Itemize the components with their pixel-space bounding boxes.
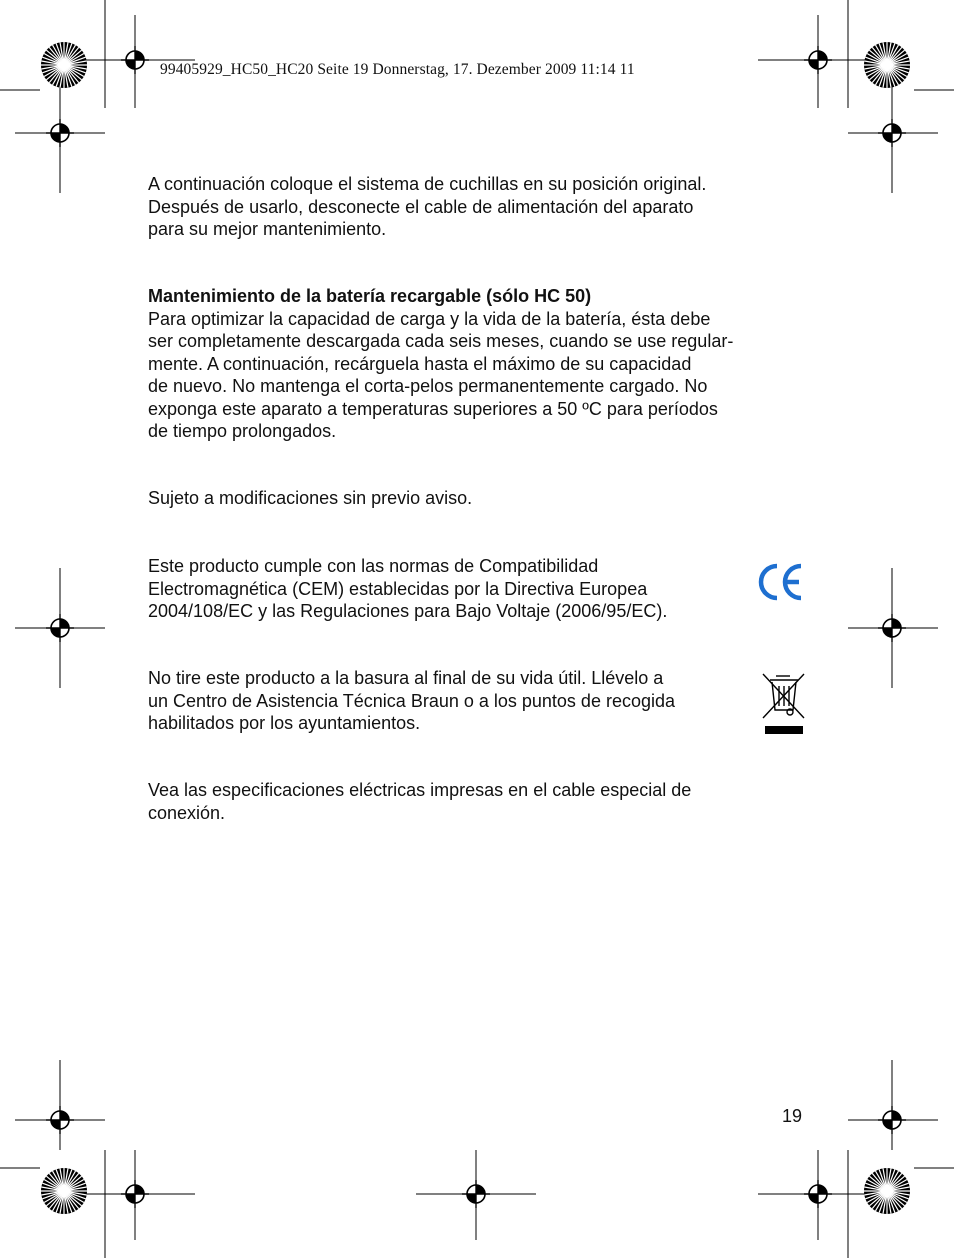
- notice-paragraph: [148, 487, 808, 510]
- compliance-paragraph: [148, 555, 808, 623]
- registration-mark-icon: [878, 1106, 906, 1134]
- registration-mark-icon: [462, 1180, 490, 1208]
- text-line: A continuación coloque el sistema de cuchillas en su posición original.: [148, 174, 707, 194]
- disposal-paragraph: [148, 667, 808, 735]
- registration-mark-icon: [46, 1106, 74, 1134]
- text-line: 2004/108/EC y las Regulaciones para Bajo Voltaje (2006/95/EC).: [148, 601, 668, 621]
- text-line: Electromagnética (CEM) establecidas por la Directiva Europea: [148, 578, 648, 599]
- text-line: conexión.: [148, 802, 226, 823]
- star-target-icon: [41, 42, 87, 88]
- text-line: mente. A continuación, recárguela hasta el máximo de su capacidad: [148, 353, 692, 374]
- reassembly-paragraph: [148, 173, 808, 241]
- registration-mark-icon: [804, 46, 832, 74]
- text-line: ser completamente descargada cada seis meses, cuando se use regular-: [148, 331, 734, 351]
- registration-mark-icon: [878, 614, 906, 642]
- section-heading: Mantenimiento de la batería recargable (sólo HC 50): [148, 286, 592, 306]
- text-line: para su mejor mantenimiento.: [148, 219, 387, 239]
- star-target-icon: [864, 42, 910, 88]
- text-line: de tiempo prolongados.: [148, 421, 337, 441]
- star-target-icon: [864, 1168, 910, 1214]
- electrical-paragraph: [148, 779, 808, 824]
- ce-mark-icon: [757, 562, 805, 602]
- registration-mark-icon: [804, 1180, 832, 1208]
- page-number: 19: [782, 1106, 803, 1126]
- registration-mark-icon: [121, 1180, 149, 1208]
- star-target-icon: [41, 1168, 87, 1214]
- registration-mark-icon: [46, 119, 74, 147]
- text-line: Después de usarlo, desconecte el cable de alimentación del aparato: [148, 196, 694, 217]
- battery-section: [148, 285, 808, 443]
- text-line: Para optimizar la capacidad de carga y la vida de la batería, ésta debe: [148, 308, 711, 329]
- text-line: exponga este aparato a temperaturas superiores a 50 ºC para períodos: [148, 398, 718, 419]
- text-line: de nuevo. No mantenga el corta-pelos permanentemente cargado. No: [148, 376, 708, 396]
- crossed-out-bin-icon: [762, 672, 806, 736]
- text-line: Vea las especificaciones eléctricas impresas en el cable especial de: [148, 780, 692, 800]
- text-line: Este producto cumple con las normas de Compatibilidad: [148, 556, 599, 576]
- print-slug-header: 99405929_HC50_HC20 Seite 19 Donnerstag, 17. Dezember 2009 11:14 11: [160, 61, 635, 78]
- registration-mark-icon: [46, 614, 74, 642]
- text-line: habilitados por los ayuntamientos.: [148, 713, 421, 733]
- registration-mark-icon: [878, 119, 906, 147]
- text-line: No tire este producto a la basura al final de su vida útil. Llévelo a: [148, 668, 664, 688]
- text-line: Sujeto a modificaciones sin previo aviso.: [148, 488, 473, 508]
- registration-mark-icon: [121, 46, 149, 74]
- text-line: un Centro de Asistencia Técnica Braun o a los puntos de recogida: [148, 690, 676, 711]
